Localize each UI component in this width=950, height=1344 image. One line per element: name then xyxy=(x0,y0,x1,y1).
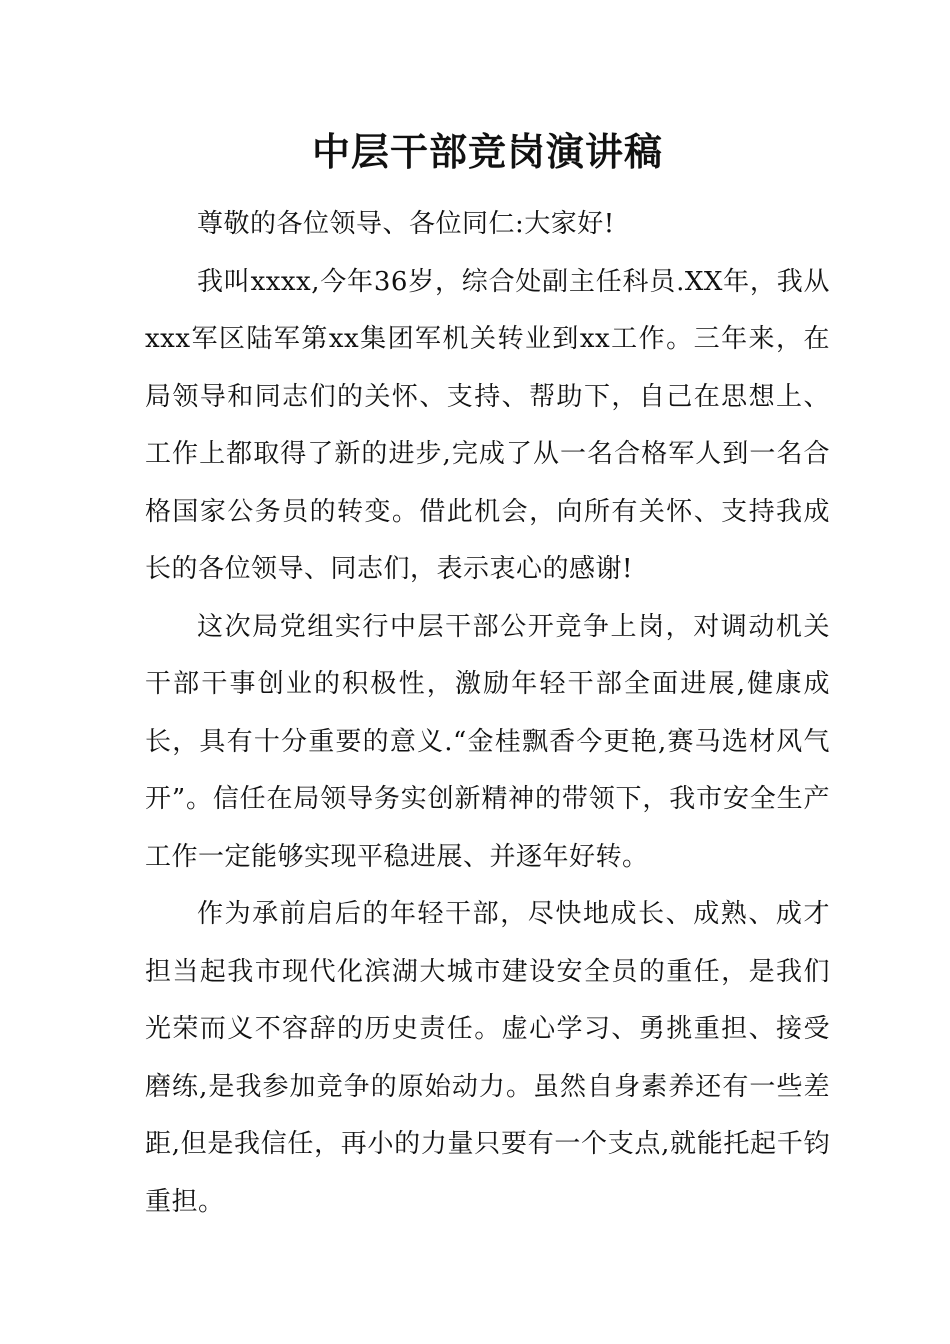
paragraph-introduction: 我叫xxxx,今年36岁，综合处副主任科员.XX年，我从xxx军区陆军第xx集团军机关转业到xx工作。三年来，在局领导和同志们的关怀、支持、帮助下，自己在思想上、工作上都取得了新的进步,完成了从一名合格军人到一名合格国家公务员的转变。借此机会，向所有关怀、支持我成长的各位领导、同志们，表示衷心的感谢! xyxy=(145,266,830,584)
paragraph-greeting: 尊敬的各位领导、各位同仁:大家好! xyxy=(197,209,615,239)
paragraph-motivation: 作为承前启后的年轻干部，尽快地成长、成熟、成才担当起我市现代化滨湖大城市建设安全员的重任，是我们光荣而义不容辞的历史责任。虚心学习、勇挑重担、接受磨练,是我参加竞争的原始动力。虽然自身素养还有一些差距,但是我信任，再小的力量只要有一个支点,就能托起千钧重担。 xyxy=(145,899,830,1217)
document-title: 中层干部竞岗演讲稿 xyxy=(311,130,663,174)
paragraph-significance: 这次局党组实行中层干部公开竞争上岗，对调动机关干部干事创业的积极性，激励年轻干部全面进展,健康成长，具有十分重要的意义.“金桂飘香今更艳,赛马选材风气开”。信任在局领导务实创新精神的带领下，我市安全生产工作一定能够实现平稳进展、并逐年好转。 xyxy=(145,611,830,872)
